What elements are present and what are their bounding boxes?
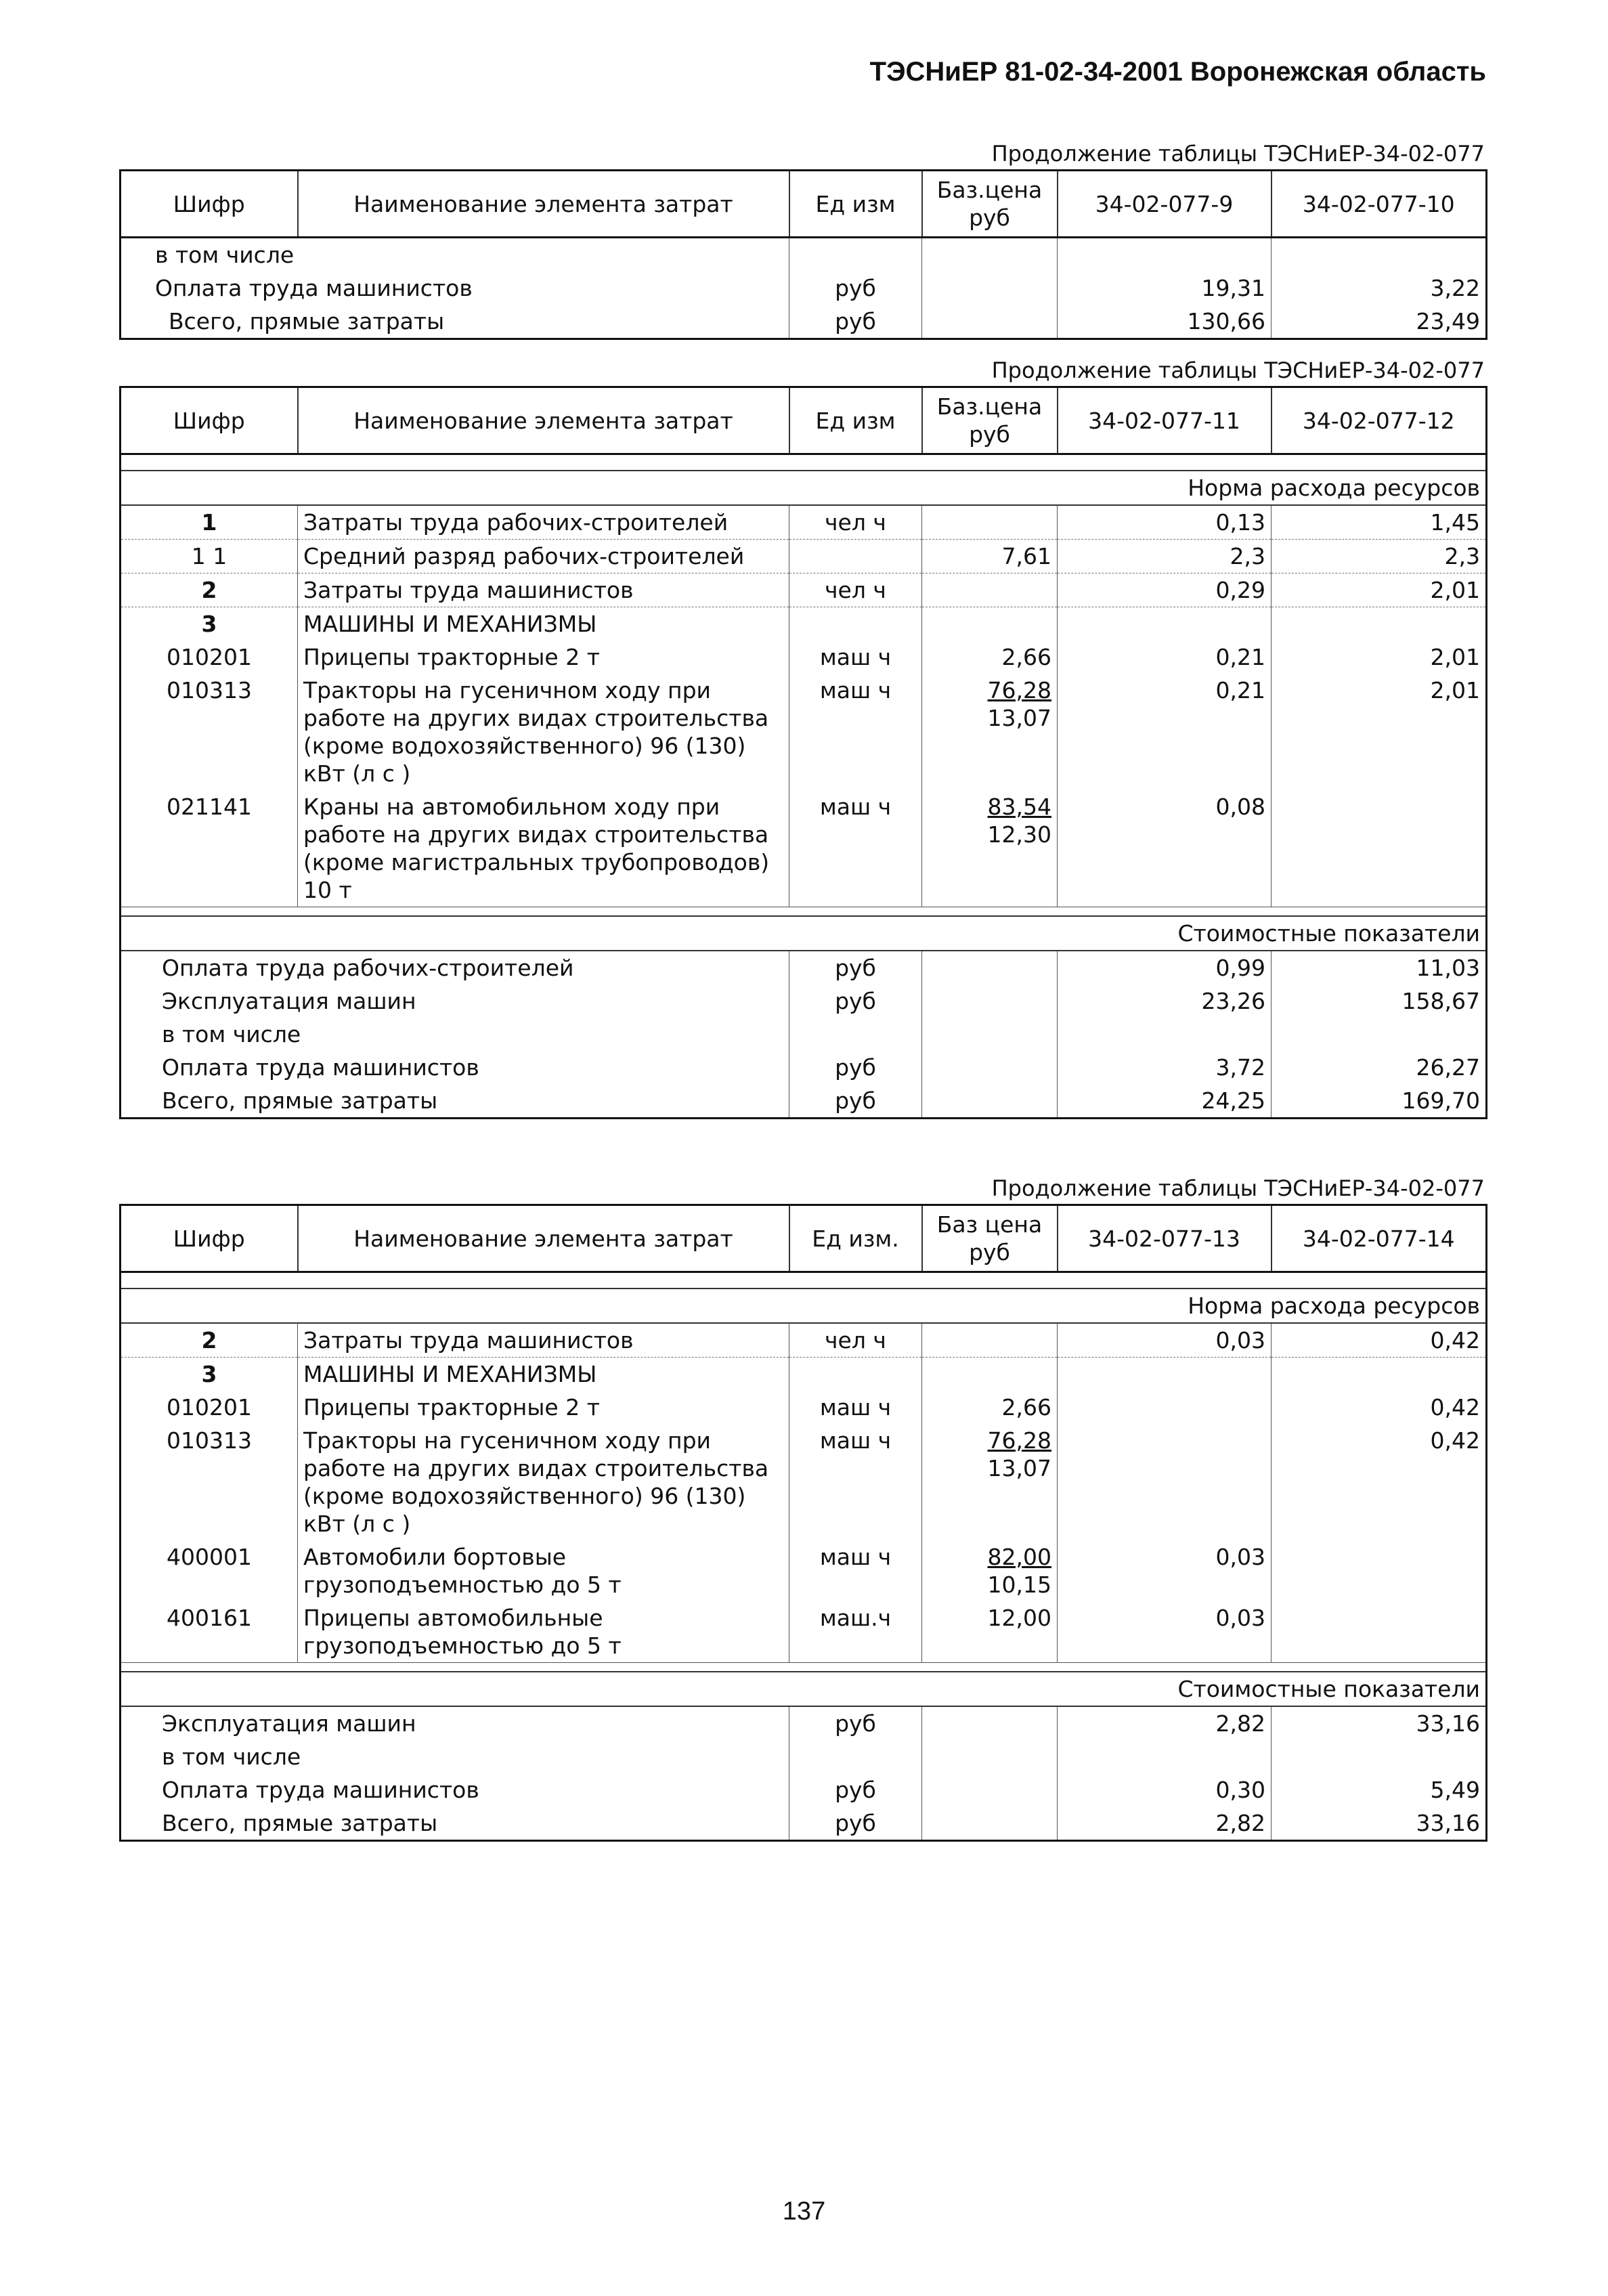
section-title: Стоимостные показатели — [121, 916, 1487, 951]
row-price: 82,00 10,15 — [922, 1540, 1058, 1601]
table-row — [121, 1806, 1487, 1841]
row-price: 7,61 — [922, 540, 1058, 573]
col-header-unit: Ед изм — [789, 171, 922, 238]
col-header-price: Баз.цена руб — [922, 387, 1058, 454]
row-value-2: 26,27 — [1272, 1051, 1487, 1084]
col-header-norm-2: 34-02-077-12 — [1272, 387, 1487, 454]
row-name: Затраты труда машинистов — [298, 1323, 789, 1358]
row-name: в том числе — [121, 238, 789, 272]
row-price: 2,66 — [922, 641, 1058, 674]
row-unit: маш ч — [789, 1540, 922, 1601]
row-unit: чел ч — [789, 1323, 922, 1358]
row-value-2: 33,16 — [1272, 1806, 1487, 1841]
section-title: Норма расхода ресурсов — [121, 471, 1487, 505]
row-value-1: 2,82 — [1058, 1706, 1272, 1740]
section-title: Норма расхода ресурсов — [121, 1288, 1487, 1323]
row-name: МАШИНЫ И МЕХАНИЗМЫ — [298, 607, 789, 641]
row-name: Прицепы тракторные 2 т — [298, 641, 789, 674]
cost-table-3 — [119, 1204, 1487, 1842]
row-value-1: 0,21 — [1058, 674, 1272, 790]
row-unit: руб — [789, 1084, 922, 1119]
section-row — [121, 1672, 1487, 1706]
col-header-norm-2: 34-02-077-14 — [1272, 1205, 1487, 1272]
row-code: 010313 — [121, 1424, 298, 1540]
col-header-price: Баз цена руб — [922, 1205, 1058, 1272]
row-unit: руб — [789, 1806, 922, 1841]
table-row — [121, 1323, 1487, 1358]
table-row — [121, 951, 1487, 984]
row-code: 010313 — [121, 674, 298, 790]
table-header-row — [121, 1205, 1487, 1272]
col-header-price: Баз.цена руб — [922, 171, 1058, 238]
section-row — [121, 916, 1487, 951]
row-value-1: 0,03 — [1058, 1540, 1272, 1601]
row-unit: руб — [789, 951, 922, 984]
row-code: 2 — [121, 573, 298, 607]
table-row — [121, 1773, 1487, 1806]
row-price: 83,54 12,30 — [922, 790, 1058, 907]
row-name: Автомобили бортовые грузоподъемностью до 5 т — [298, 1540, 789, 1601]
row-price: 2,66 — [922, 1391, 1058, 1424]
col-header-unit: Ед изм. — [789, 1205, 922, 1272]
row-unit: руб — [789, 272, 922, 305]
table-continuation-caption: Продолжение таблицы ТЭСНиЕР-34-02-077 — [991, 1175, 1485, 1201]
row-price: 76,28 13,07 — [922, 674, 1058, 790]
row-value-1: 0,08 — [1058, 790, 1272, 907]
row-name: Всего, прямые затраты — [121, 305, 789, 339]
col-header-name: Наименование элемента затрат — [298, 387, 789, 454]
row-code: 400161 — [121, 1601, 298, 1663]
cost-table-2 — [119, 386, 1487, 1119]
table-continuation-caption: Продолжение таблицы ТЭСНиЕР-34-02-077 — [991, 358, 1485, 383]
row-unit: маш ч — [789, 790, 922, 907]
table-row — [121, 674, 1487, 790]
row-value-2: 2,01 — [1272, 674, 1487, 790]
row-name: Тракторы на гусеничном ходу при работе на других видах строительства (кроме водохозяйственного) 96 (130) кВт (л с ) — [298, 674, 789, 790]
row-value-1: 0,03 — [1058, 1323, 1272, 1358]
row-unit: руб — [789, 1051, 922, 1084]
section-title: Стоимостные показатели — [121, 1672, 1487, 1706]
row-name: Затраты труда машинистов — [298, 573, 789, 607]
table-row — [121, 454, 1487, 471]
row-code: 3 — [121, 607, 298, 641]
row-unit: руб — [789, 1773, 922, 1806]
row-code: 021141 — [121, 790, 298, 907]
row-unit: чел ч — [789, 505, 922, 540]
section-row — [121, 471, 1487, 505]
row-code: 2 — [121, 1323, 298, 1358]
row-value-1: 0,30 — [1058, 1773, 1272, 1806]
row-unit: маш ч — [789, 641, 922, 674]
row-name: Оплата труда рабочих-строителей — [121, 951, 789, 984]
row-code: 1 1 — [121, 540, 298, 573]
row-value-2: 0,42 — [1272, 1424, 1487, 1540]
table-header-row — [121, 387, 1487, 454]
row-code: 400001 — [121, 1540, 298, 1601]
table-row — [121, 907, 1487, 917]
table-row — [121, 984, 1487, 1018]
cost-table-1 — [119, 169, 1487, 340]
row-unit: руб — [789, 1706, 922, 1740]
row-name: Краны на автомобильном ходу при работе на других видах строительства (кроме магистральных трубопроводов) 10 т — [298, 790, 789, 907]
table-row — [121, 1663, 1487, 1672]
row-value-1: 2,82 — [1058, 1806, 1272, 1841]
table-row — [121, 1540, 1487, 1601]
row-value-2: 11,03 — [1272, 951, 1487, 984]
row-value-1: 3,72 — [1058, 1051, 1272, 1084]
row-value-1: 130,66 — [1058, 305, 1272, 339]
row-name: Всего, прямые затраты — [121, 1084, 789, 1119]
col-header-code: Шифр — [121, 171, 298, 238]
table-row — [121, 1706, 1487, 1740]
row-name: Оплата труда машинистов — [121, 1773, 789, 1806]
table-row — [121, 305, 1487, 339]
col-header-code: Шифр — [121, 1205, 298, 1272]
row-value-1: 0,13 — [1058, 505, 1272, 540]
row-value-1: 0,03 — [1058, 1601, 1272, 1663]
col-header-name: Наименование элемента затрат — [298, 1205, 789, 1272]
table-row — [121, 790, 1487, 907]
page-number: 137 — [782, 2197, 826, 2226]
row-unit: маш ч — [789, 674, 922, 790]
page-header: ТЭСНиЕР 81-02-34-2001 Воронежская область — [869, 57, 1486, 87]
row-value-1: 0,21 — [1058, 641, 1272, 674]
row-name: Прицепы автомобильные грузоподъемностью до 5 т — [298, 1601, 789, 1663]
row-value-1: 0,99 — [1058, 951, 1272, 984]
row-value-2: 0,42 — [1272, 1391, 1487, 1424]
row-unit: маш ч — [789, 1424, 922, 1540]
table-row — [121, 641, 1487, 674]
row-value-1: 2,3 — [1058, 540, 1272, 573]
col-header-unit: Ед изм — [789, 387, 922, 454]
table-row — [121, 505, 1487, 540]
row-name: Средний разряд рабочих-строителей — [298, 540, 789, 573]
table-row — [121, 540, 1487, 573]
row-code: 1 — [121, 505, 298, 540]
table-row — [121, 1391, 1487, 1424]
row-value-2: 169,70 — [1272, 1084, 1487, 1119]
table-row — [121, 1424, 1487, 1540]
row-name: в том числе — [121, 1018, 789, 1051]
table-row — [121, 238, 1487, 272]
row-code: 010201 — [121, 641, 298, 674]
row-name: МАШИНЫ И МЕХАНИЗМЫ — [298, 1358, 789, 1391]
row-name: Затраты труда рабочих-строителей — [298, 505, 789, 540]
col-header-norm-1: 34-02-077-9 — [1058, 171, 1272, 238]
table-row — [121, 1018, 1487, 1051]
row-value-2: 1,45 — [1272, 505, 1487, 540]
table-row — [121, 607, 1487, 641]
row-code: 3 — [121, 1358, 298, 1391]
table-header-row — [121, 171, 1487, 238]
row-price: 12,00 — [922, 1601, 1058, 1663]
row-unit: маш.ч — [789, 1601, 922, 1663]
row-value-2: 2,01 — [1272, 641, 1487, 674]
row-value-2: 3,22 — [1272, 272, 1487, 305]
row-price: 76,28 13,07 — [922, 1424, 1058, 1540]
row-value-2: 23,49 — [1272, 305, 1487, 339]
row-value-1: 23,26 — [1058, 984, 1272, 1018]
row-value-2: 158,67 — [1272, 984, 1487, 1018]
col-header-norm-1: 34-02-077-13 — [1058, 1205, 1272, 1272]
table-row — [121, 272, 1487, 305]
table-continuation-caption: Продолжение таблицы ТЭСНиЕР-34-02-077 — [991, 141, 1485, 167]
col-header-name: Наименование элемента затрат — [298, 171, 789, 238]
row-name: Оплата труда машинистов — [121, 272, 789, 305]
row-value-1: 0,29 — [1058, 573, 1272, 607]
table-row — [121, 1358, 1487, 1391]
col-header-code: Шифр — [121, 387, 298, 454]
row-name: Оплата труда машинистов — [121, 1051, 789, 1084]
section-row — [121, 1288, 1487, 1323]
row-value-1: 24,25 — [1058, 1084, 1272, 1119]
row-unit: руб — [789, 305, 922, 339]
row-code: 010201 — [121, 1391, 298, 1424]
row-unit: маш ч — [789, 1391, 922, 1424]
row-value-2: 2,01 — [1272, 573, 1487, 607]
row-name: Эксплуатация машин — [121, 984, 789, 1018]
table-row — [121, 1601, 1487, 1663]
row-name: Прицепы тракторные 2 т — [298, 1391, 789, 1424]
row-value-2: 33,16 — [1272, 1706, 1487, 1740]
row-name: в том числе — [121, 1740, 789, 1773]
row-unit: руб — [789, 984, 922, 1018]
row-name: Эксплуатация машин — [121, 1706, 789, 1740]
row-name: Всего, прямые затраты — [121, 1806, 789, 1841]
row-name: Тракторы на гусеничном ходу при работе на других видах строительства (кроме водохозяйственного) 96 (130) кВт (л с ) — [298, 1424, 789, 1540]
table-row — [121, 1740, 1487, 1773]
row-value-2: 0,42 — [1272, 1323, 1487, 1358]
row-value-2: 5,49 — [1272, 1773, 1487, 1806]
row-value-1: 19,31 — [1058, 272, 1272, 305]
table-row — [121, 1272, 1487, 1289]
table-row — [121, 1084, 1487, 1119]
table-row — [121, 573, 1487, 607]
row-value-2: 2,3 — [1272, 540, 1487, 573]
col-header-norm-2: 34-02-077-10 — [1272, 171, 1487, 238]
col-header-norm-1: 34-02-077-11 — [1058, 387, 1272, 454]
table-row — [121, 1051, 1487, 1084]
row-unit: чел ч — [789, 573, 922, 607]
